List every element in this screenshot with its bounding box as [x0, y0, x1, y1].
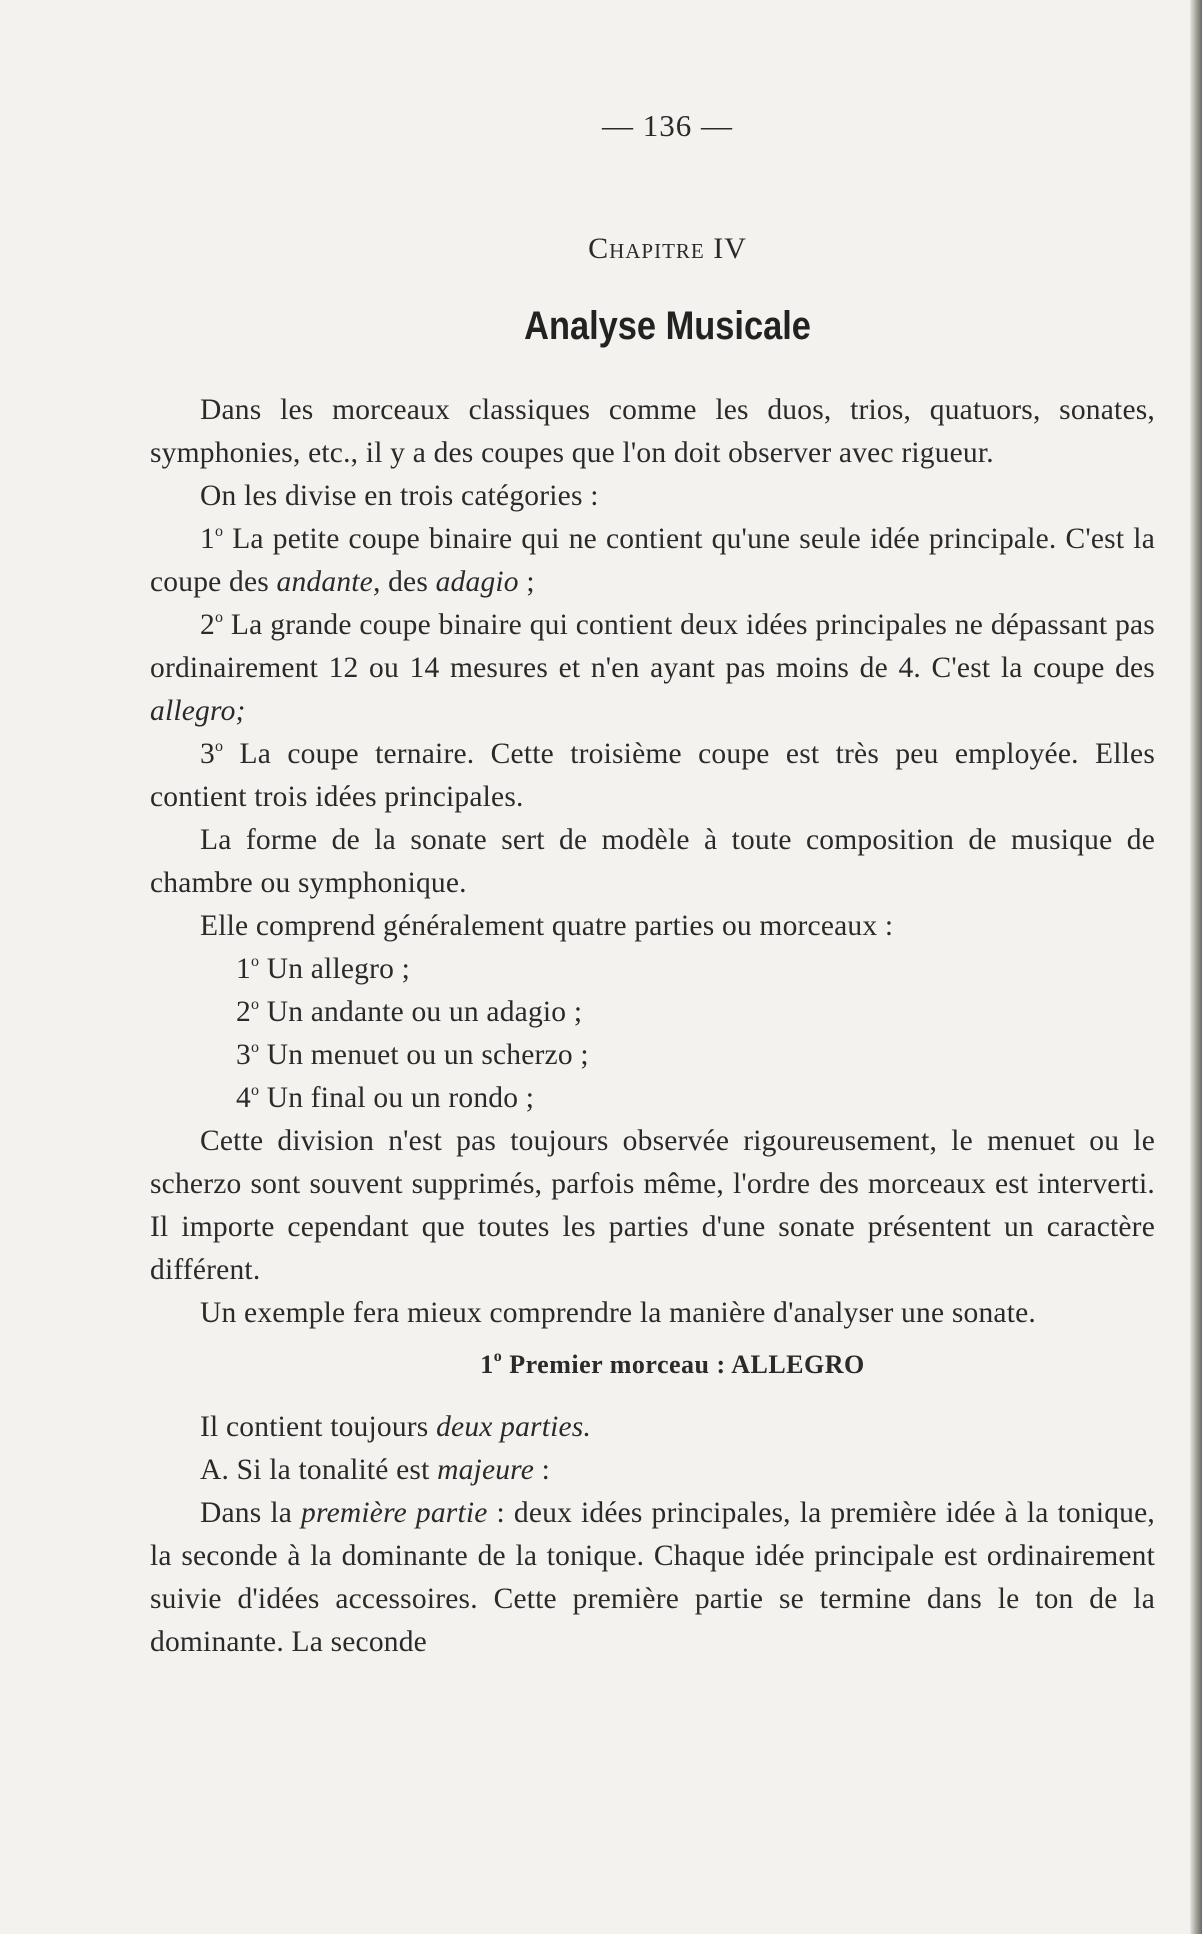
- text-run: des: [380, 566, 436, 598]
- paragraph: Elle comprend généralement quatre parties ou morceaux :: [200, 910, 894, 942]
- list-item: [150, 1034, 1155, 1077]
- section-heading: [190, 1343, 1155, 1386]
- paragraph: Cette division n'est pas toujours observée rigoureusement, le menuet ou le scherzo sont souvent supprimés, parfois même, l'ordre des morceaux est interverti. Il importe cependant que toutes les parties d'une sonate présentent un caractère différent.: [150, 1125, 1155, 1286]
- ordinal-number: 1: [200, 523, 215, 555]
- list-item: [150, 991, 1155, 1034]
- ordinal-number: 3: [236, 1039, 251, 1071]
- ordinal-number: 2: [236, 996, 251, 1028]
- ordinal-number: 4: [236, 1082, 251, 1114]
- italic-term: andante,: [276, 566, 381, 598]
- section-number: 1: [480, 1350, 494, 1379]
- italic-term: première partie: [301, 1497, 488, 1529]
- text-run: A. Si la tonalité est: [200, 1454, 438, 1486]
- list-item-text: Un final ou un rondo ;: [259, 1082, 535, 1114]
- text-run: La coupe ternaire. Cette troisième coupe est très peu employée. Elles contient trois idées principales.: [150, 738, 1155, 813]
- paragraph: Dans les morceaux classiques comme les duos, trios, quatuors, sonates, symphonies, etc., il y a des coupes que l'on doit observer avec rigueur.: [150, 394, 1155, 469]
- italic-term: adagio: [435, 566, 519, 598]
- section-text: Premier morceau : ALLEGRO: [502, 1350, 865, 1379]
- degree-mark: o: [250, 953, 260, 970]
- ordinal-number: 3: [200, 738, 215, 770]
- text-run: ;: [518, 566, 535, 598]
- paragraph: On les divise en trois catégories :: [200, 480, 599, 512]
- list-item-text: Un menuet ou un scherzo ;: [259, 1039, 589, 1071]
- list-item: [150, 1077, 1155, 1120]
- text-run: La grande coupe binaire qui contient deux idées principales ne dépassant pas ordinairement 12 ou 14 mesures et n'en ayant pas moins de 4. C'est la coupe des: [150, 609, 1155, 684]
- degree-mark: o: [250, 1082, 260, 1099]
- italic-term: majeure: [437, 1454, 535, 1486]
- paragraph-category-2: [150, 604, 1155, 733]
- list-item-text: Un andante ou un adagio ;: [259, 996, 583, 1028]
- paragraph: [150, 1492, 1155, 1664]
- text-run: :: [534, 1454, 551, 1486]
- list-item: [150, 948, 1155, 991]
- text-run: Dans la: [200, 1497, 302, 1529]
- paragraph: La forme de la sonate sert de modèle à toute composition de musique de chambre ou symphonique.: [150, 824, 1155, 899]
- degree-mark: o: [214, 523, 224, 540]
- italic-term: deux parties.: [436, 1411, 592, 1443]
- page-edge-shadow: [1190, 0, 1202, 1934]
- paragraph-category-1: [150, 518, 1155, 604]
- degree-mark: o: [250, 996, 260, 1013]
- paragraph: [150, 1449, 1155, 1492]
- italic-term: allegro;: [150, 695, 246, 727]
- page-title: Analyse Musicale: [524, 304, 811, 348]
- text-run: La petite coupe binaire qui ne contient qu'une seule idée principale. C'est la coupe des: [150, 523, 1155, 598]
- body-text: [150, 389, 1155, 1664]
- chapter-heading: Chapitre IV: [588, 232, 747, 265]
- paragraph: [150, 1406, 1155, 1449]
- degree-mark: o: [493, 1348, 503, 1365]
- degree-mark: o: [214, 609, 224, 626]
- page-number: — 136 —: [602, 108, 733, 143]
- book-page: [150, 108, 1155, 1664]
- ordinal-number: 1: [236, 953, 251, 985]
- degree-mark: o: [250, 1039, 260, 1056]
- paragraph-category-3: [150, 733, 1155, 819]
- paragraph: Un exemple fera mieux comprendre la manière d'analyser une sonate.: [200, 1297, 1036, 1329]
- ordinal-number: 2: [200, 609, 215, 641]
- degree-mark: o: [214, 738, 224, 755]
- text-run: : deux idées principales, la première idée à la tonique, la seconde à la dominante de la tonique. Chaque idée principale est ordinairement suivie d'idées accessoires. Cette première partie se termine dans le ton de la dominante. La seconde: [150, 1497, 1155, 1658]
- text-run: Il contient toujours: [200, 1411, 437, 1443]
- list-item-text: Un allegro ;: [259, 953, 411, 985]
